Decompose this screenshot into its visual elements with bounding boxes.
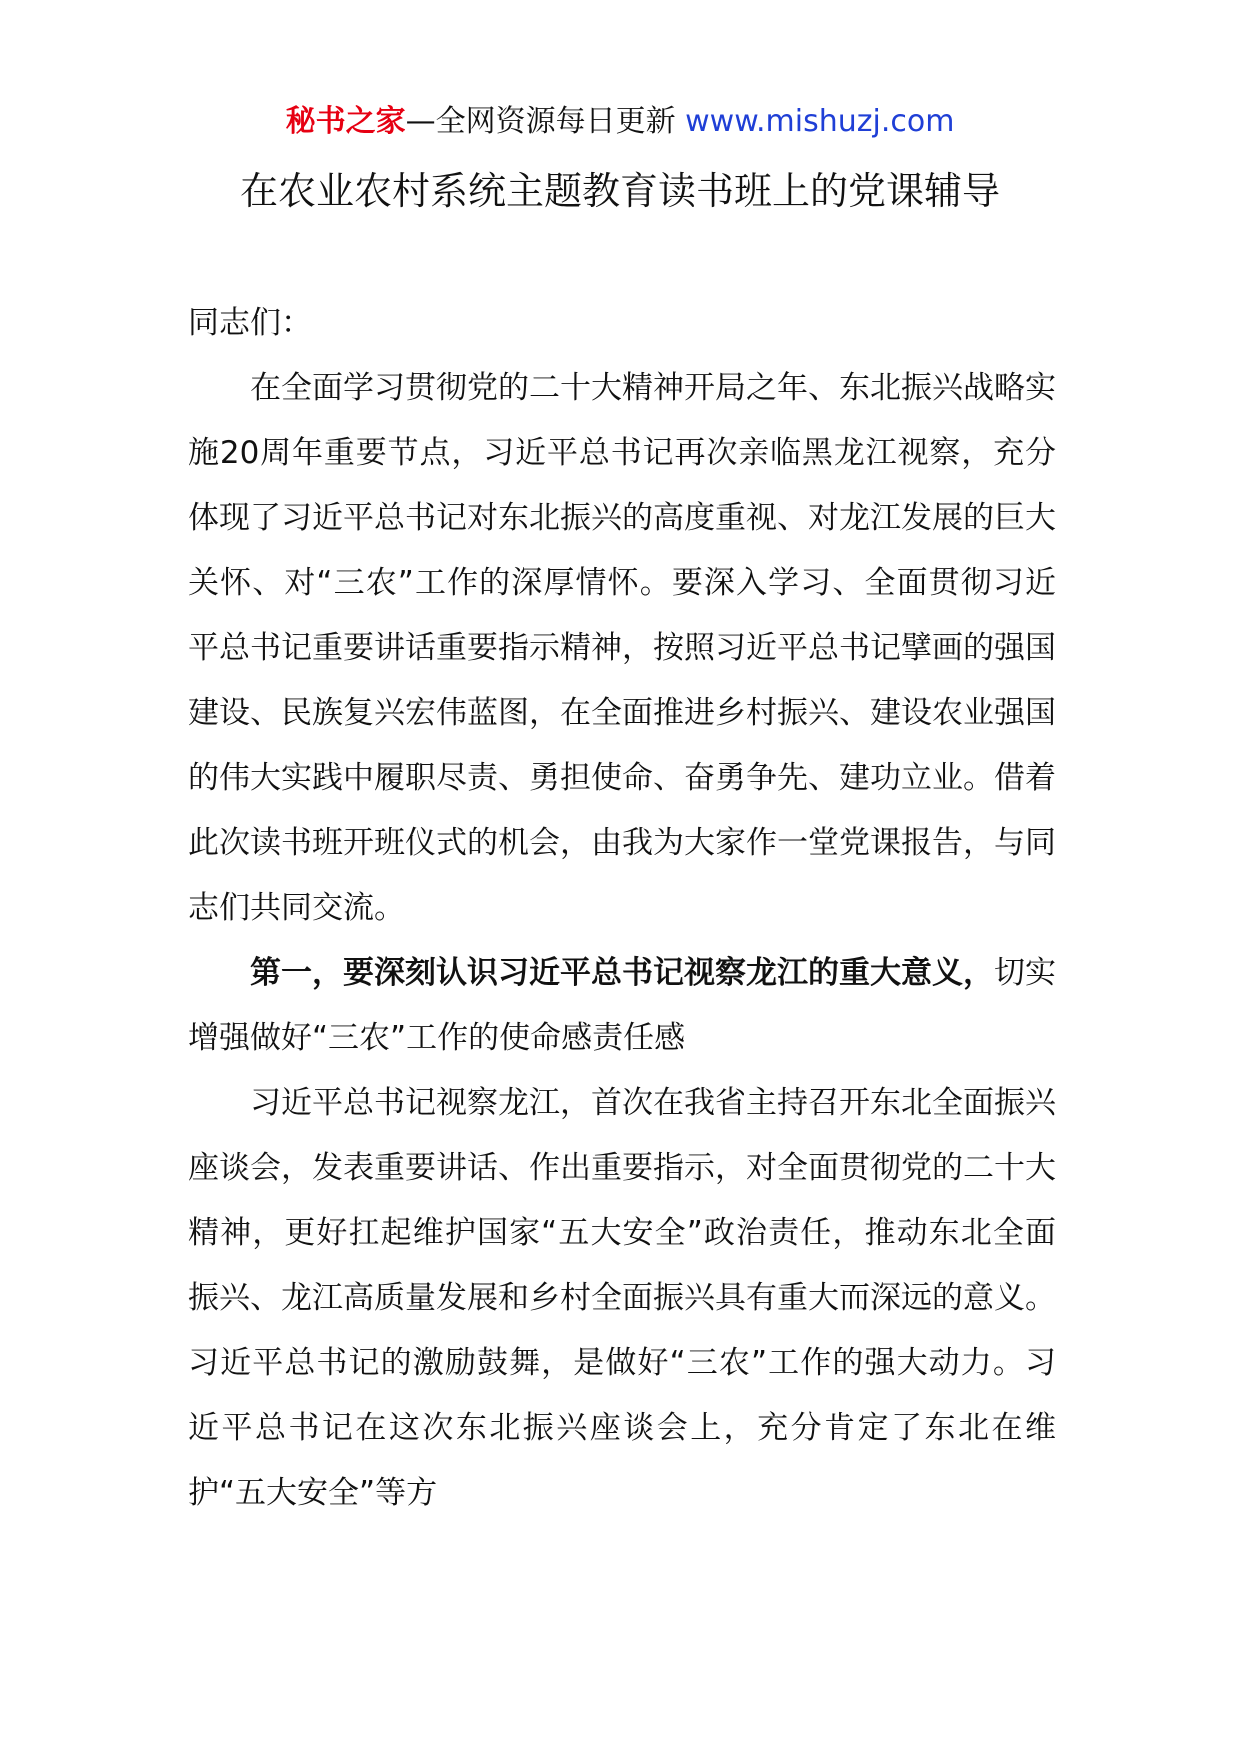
section-heading-rest: 切实增强做好“三农”工作的使命感责任感 xyxy=(188,955,1056,1056)
watermark-banner xyxy=(0,100,1240,144)
section-heading xyxy=(188,941,1056,1071)
site-url: www.mishuzj.com xyxy=(685,104,955,139)
greeting: 同志们： xyxy=(188,305,312,341)
body-paragraph-2: 习近平总书记视察龙江，首次在我省主持召开东北全面振兴座谈会，发表重要讲话、作出重要指示，对全面贯彻党的二十大精神，更好扛起维护国家“五大安全”政治责任，推动东北全面振兴、龙江高质量发展和乡村全面振兴具有重大而深远的意义。习近平总书记的激励鼓舞，是做好“三农”工作的强大动力。习近平总书记在这次东北振兴座谈会上，充分肯定了东北在维护“五大安全”等方 xyxy=(188,1085,1056,1511)
document-body xyxy=(188,291,1056,1526)
brand-name: 秘书之家 xyxy=(285,104,406,139)
section-heading-bold: 第一，要深刻认识习近平总书记视察龙江的重大意义， xyxy=(250,955,994,991)
banner-tagline: —全网资源每日更新 xyxy=(405,104,686,139)
body-paragraph-1: 在全面学习贯彻党的二十大精神开局之年、东北振兴战略实施20周年重要节点，习近平总书记再次亲临黑龙江视察，充分体现了习近平总书记对东北振兴的高度重视、对龙江发展的巨大关怀、对“三农”工作的深厚情怀。要深入学习、全面贯彻习近平总书记重要讲话重要指示精神，按照习近平总书记擘画的强国建设、民族复兴宏伟蓝图，在全面推进乡村振兴、建设农业强国的伟大实践中履职尽责、勇担使命、奋勇争先、建功立业。借着此次读书班开班仪式的机会，由我为大家作一堂党课报告，与同志们共同交流。 xyxy=(188,370,1056,926)
document-title: 在农业农村系统主题教育读书班上的党课辅导 xyxy=(239,169,1000,213)
